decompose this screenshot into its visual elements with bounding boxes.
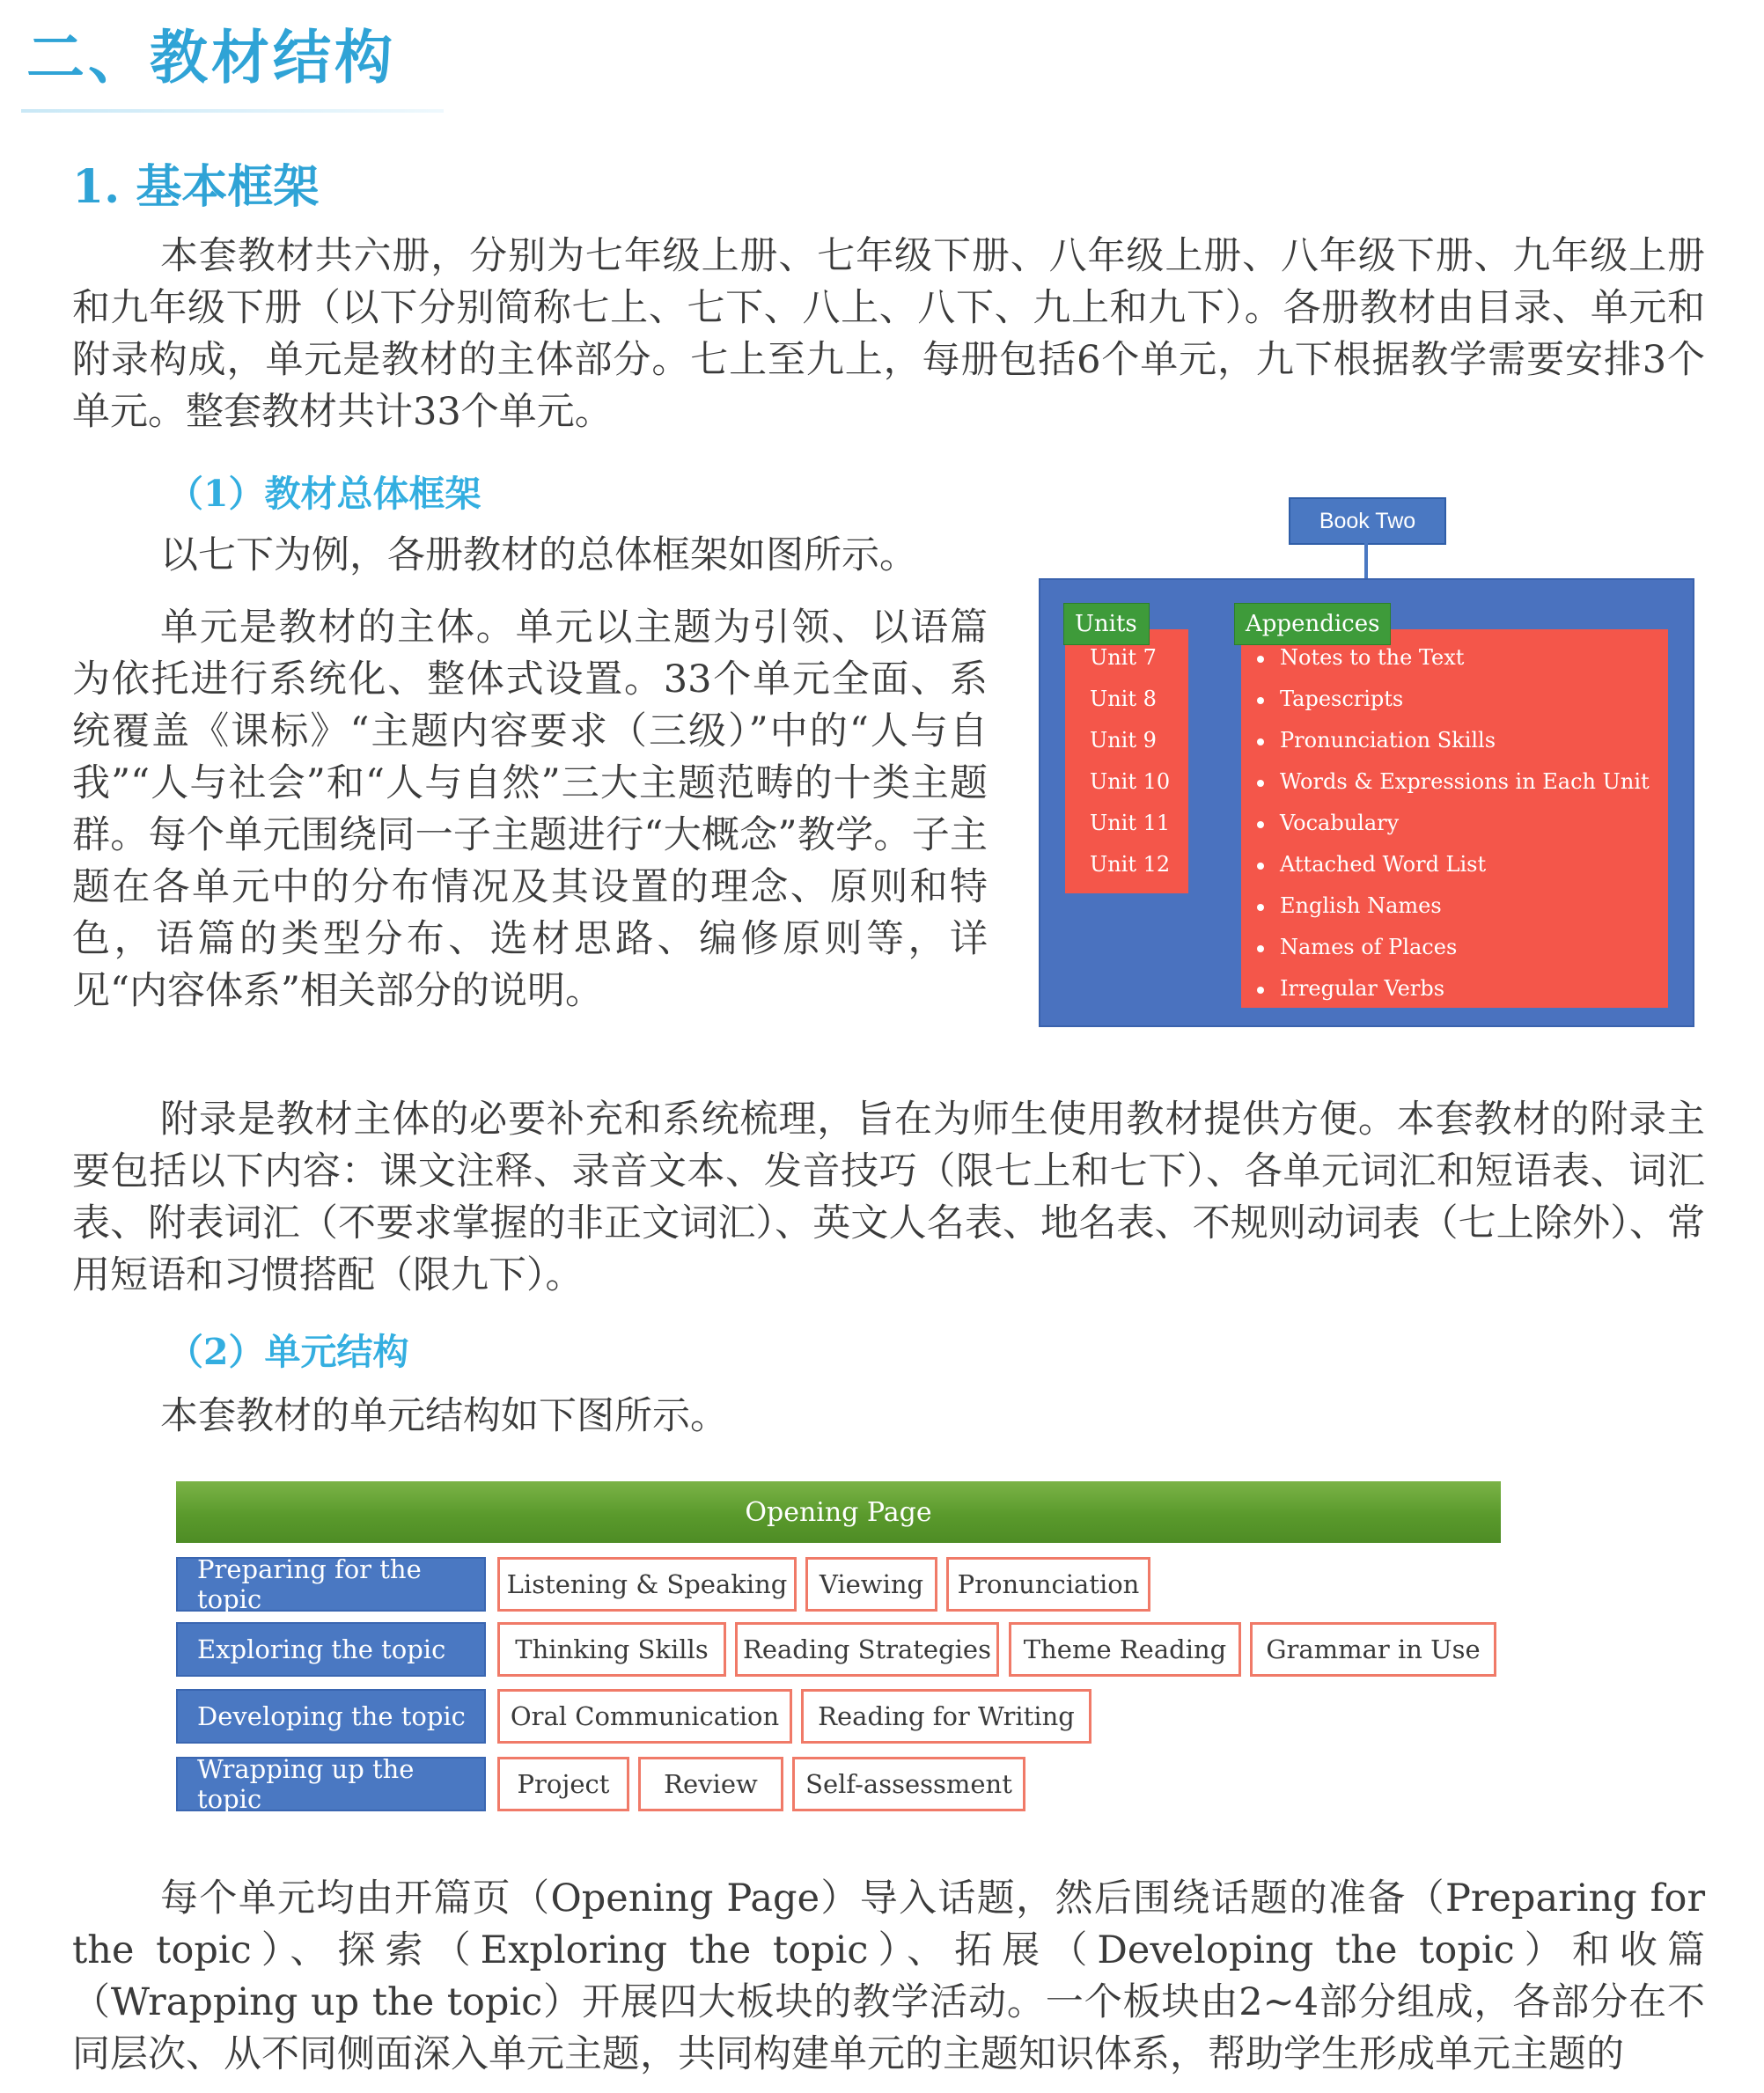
heading-underline xyxy=(21,109,444,113)
bullet-icon xyxy=(1257,656,1264,663)
subheading: 1. 基本框架 xyxy=(72,160,320,214)
unit-item: Unit 8 xyxy=(1090,687,1157,711)
bullet-icon xyxy=(1257,863,1264,870)
bullet-icon xyxy=(1257,945,1264,952)
bullet-icon xyxy=(1257,738,1264,745)
unit-item: Unit 11 xyxy=(1090,811,1171,835)
part-box: Grammar in Use xyxy=(1250,1622,1496,1677)
appendices-label: Appendices xyxy=(1234,603,1391,645)
part-box: Oral Communication xyxy=(497,1689,792,1744)
bullet-icon xyxy=(1257,697,1264,704)
unit-structure-diagram xyxy=(176,1481,1505,1825)
appendix-item: Irregular Verbs xyxy=(1257,976,1444,1001)
appendix-item: Words & Expressions in Each Unit xyxy=(1257,769,1650,794)
unit-item: Unit 10 xyxy=(1090,769,1171,794)
paragraph-units: 单元是教材的主体。单元以主题为引领、以语篇为依托进行系统化、整体式设置。33个单元全面、系统覆盖《课标》“主题内容要求（三级）”中的“人与自我”“人与社会”和“人与自然”三大主题范畴的十类主题群。每个单元围绕同一子主题进行“大概念”教学。子主题在各单元中的分布情况及其设置的理念、原则和特色，语篇的类型分布、选材思路、编修原则等，详见“内容体系”相关部分的说明。 xyxy=(72,606,988,1013)
book-framework-diagram xyxy=(1039,497,1699,1030)
part-box: Theme Reading xyxy=(1009,1622,1241,1677)
section-heading: 二、教材结构 xyxy=(26,24,396,92)
appendix-item: Names of Places xyxy=(1257,935,1457,959)
paragraph-unit-structure: 本套教材的单元结构如下图所示。 xyxy=(160,1394,728,1438)
book-title-box: Book Two xyxy=(1289,497,1446,545)
part-box: Reading for Writing xyxy=(801,1689,1091,1744)
section-exploring: Exploring the topic xyxy=(176,1622,486,1677)
bullet-icon xyxy=(1257,987,1264,994)
bullet-icon xyxy=(1257,821,1264,828)
appendix-item: English Names xyxy=(1257,893,1442,918)
section-wrapping: Wrapping up the topic xyxy=(176,1757,486,1811)
bullet-icon xyxy=(1257,780,1264,787)
units-label: Units xyxy=(1063,603,1150,645)
part-box: Pronunciation xyxy=(946,1557,1150,1612)
paragraph-appendices: 附录是教材主体的必要补充和系统梳理，旨在为师生使用教材提供方便。本套教材的附录主要包括以下内容：课文注释、录音文本、发音技巧（限七上和七下）、各单元词汇和短语表、词汇表、附表词汇（不要求掌握的非正文词汇）、英文人名表、地名表、不规则动词表（七上除外）、常用短语和习惯搭配（限九下）。 xyxy=(72,1098,1705,1297)
part-box: Viewing xyxy=(805,1557,937,1612)
appendix-item: Notes to the Text xyxy=(1257,645,1464,670)
appendix-item: Attached Word List xyxy=(1257,852,1486,877)
paragraph-framework-example: 以七下为例，各册教材的总体框架如图所示。 xyxy=(160,533,917,577)
part-box: Self-assessment xyxy=(792,1757,1025,1811)
part-box: Thinking Skills xyxy=(497,1622,726,1677)
subsection-heading-framework: （1）教材总体框架 xyxy=(167,473,481,515)
paragraph-intro: 本套教材共六册，分别为七年级上册、七年级下册、八年级上册、八年级下册、九年级上册和九年级下册（以下分别简称七上、七下、八上、八下、九上和九下）。各册教材由目录、单元和附录构成，单元是教材的主体部分。七上至九上，每册包括6个单元，九下根据教学需要安排3个单元。整套教材共计33个单元。 xyxy=(72,234,1705,434)
appendix-item: Pronunciation Skills xyxy=(1257,728,1496,753)
appendix-item: Tapescripts xyxy=(1257,687,1403,711)
subsection-heading-unit-structure: （2）单元结构 xyxy=(167,1331,409,1373)
section-preparing: Preparing for the topic xyxy=(176,1557,486,1612)
unit-item: Unit 12 xyxy=(1090,852,1171,877)
part-box: Project xyxy=(497,1757,629,1811)
section-developing: Developing the topic xyxy=(176,1689,486,1744)
unit-item: Unit 9 xyxy=(1090,728,1157,753)
part-box: Reading Strategies xyxy=(735,1622,999,1677)
unit-item: Unit 7 xyxy=(1090,645,1157,670)
part-box: Review xyxy=(638,1757,783,1811)
bullet-icon xyxy=(1257,904,1264,911)
appendix-item: Vocabulary xyxy=(1257,811,1399,835)
opening-page-bar: Opening Page xyxy=(176,1481,1501,1543)
paragraph-unit-description: 每个单元均由开篇页（Opening Page）导入话题，然后围绕话题的准备（Preparing for the topic）、探索（Exploring the topic）、拓展（Developing the topic）和收篇（Wrapping up the topic）开展四大板块的教学活动。一个板块由2~4部分组成，各部分在不同层次、从不同侧面深入单元主题，共同构建单元的主题知识体系，帮助学生形成单元主题的 xyxy=(72,1876,1705,2076)
part-box: Listening & Speaking xyxy=(497,1557,797,1612)
